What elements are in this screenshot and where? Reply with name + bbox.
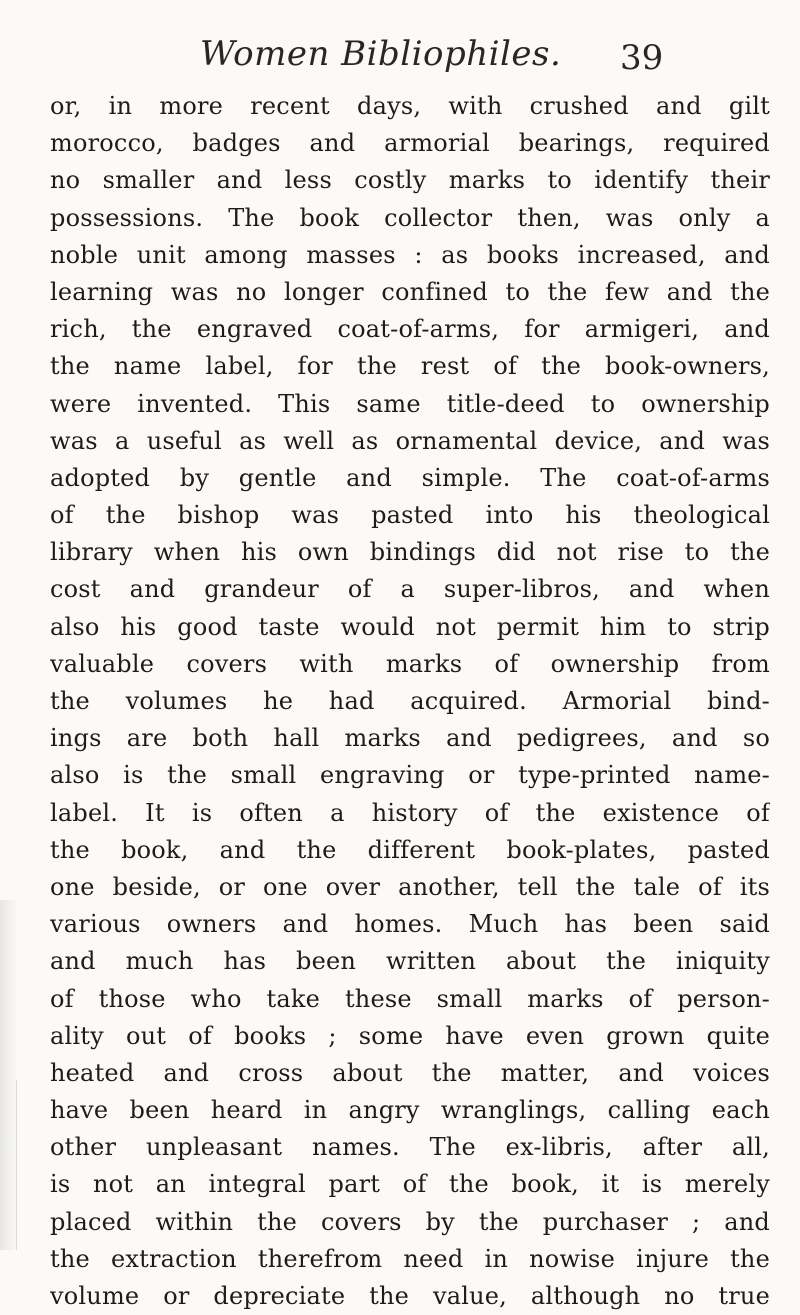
text-line: placed within the covers by the purchaser ; and xyxy=(50,1207,770,1236)
text-line: volume or depreciate the value, although no true xyxy=(50,1282,770,1310)
text-line: of those who take these small marks of person- xyxy=(50,984,770,1013)
text-line: is not an integral part of the book, it is merely xyxy=(50,1170,770,1199)
page-gutter-line xyxy=(16,1080,17,1250)
text-line: other unpleasant names. The ex-libris, after all, xyxy=(50,1133,770,1162)
running-head xyxy=(0,32,800,84)
text-line: also his good taste would not permit him to strip xyxy=(50,612,770,641)
text-line: label. It is often a history of the existence of xyxy=(50,798,770,827)
text-line: the volumes he had acquired. Armorial bind- xyxy=(50,687,770,715)
text-line: adopted by gentle and simple. The coat-of-arms xyxy=(50,463,770,492)
text-line: the name label, for the rest of the book-owners, xyxy=(50,352,770,381)
text-line: valuable covers with marks of ownership from xyxy=(50,649,770,678)
text-line: ality out of books ; some have even grown quite xyxy=(50,1021,770,1050)
text-line: rich, the engraved coat-of-arms, for armigeri, and xyxy=(50,315,770,344)
text-line: possessions. The book collector then, was only a xyxy=(50,203,770,232)
text-line: or, in more recent days, with crushed and gilt xyxy=(50,92,770,120)
text-line: ings are both hall marks and pedigrees, and so xyxy=(50,724,770,753)
text-line: heated and cross about the matter, and voices xyxy=(50,1058,770,1087)
text-line: have been heard in angry wranglings, calling each xyxy=(50,1096,770,1125)
text-line: morocco, badges and armorial bearings, required xyxy=(50,129,770,158)
text-line: library when his own bindings did not rise to the xyxy=(50,538,770,567)
text-line: cost and grandeur of a super-libros, and when xyxy=(50,575,770,604)
text-line: also is the small engraving or type-printed name- xyxy=(50,761,770,790)
page-number: 39 xyxy=(620,38,664,78)
body-text xyxy=(50,88,770,1315)
text-line: were invented. This same title-deed to ownership xyxy=(50,389,770,418)
running-title: Women Bibliophiles. xyxy=(200,34,562,74)
text-line: learning was no longer confined to the few and the xyxy=(50,277,770,306)
text-line: the book, and the different book-plates, pasted xyxy=(50,835,770,864)
text-line: noble unit among masses : as books increased, and xyxy=(50,240,770,269)
text-line: one beside, or one over another, tell the tale of its xyxy=(50,872,770,901)
text-line: various owners and homes. Much has been said xyxy=(50,910,770,939)
text-line: of the bishop was pasted into his theological xyxy=(50,501,770,530)
text-line: no smaller and less costly marks to identify their xyxy=(50,166,770,195)
text-line: the extraction therefrom need in nowise injure the xyxy=(50,1244,770,1273)
text-line: was a useful as well as ornamental device, and was xyxy=(50,426,770,455)
text-line: and much has been written about the iniquity xyxy=(50,947,770,976)
